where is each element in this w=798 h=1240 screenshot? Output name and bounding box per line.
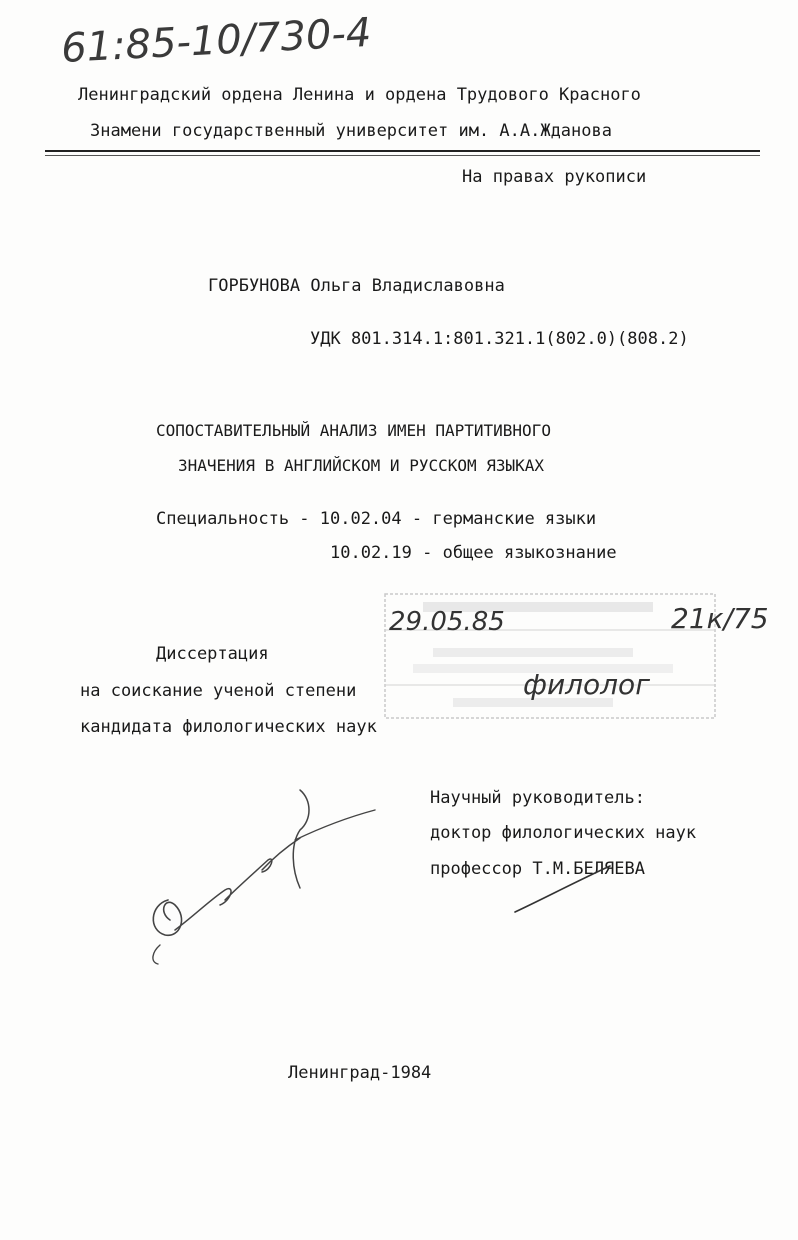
title-line-2: ЗНАЧЕНИЯ В АНГЛИЙСКОМ И РУССКОМ ЯЗЫКАХ bbox=[178, 456, 545, 475]
header-line-1: Ленинградский ордена Ленина и ордена Трудового Красного bbox=[78, 85, 641, 105]
stamp-number: 21к/75 bbox=[671, 602, 769, 635]
udk-code: УДК 801.314.1:801.321.1(802.0)(808.2) bbox=[310, 329, 689, 349]
supervisor-line-2: доктор филологических наук bbox=[430, 823, 697, 843]
author-name: ГОРБУНОВА Ольга Владиславовна bbox=[208, 276, 505, 296]
dissertation-line-1: Диссертация bbox=[156, 644, 269, 664]
supervisor-line-3: профессор Т.М.БЕЛЯЕВА bbox=[430, 859, 645, 879]
specialty-line-1: Специальность - 10.02.04 - германские языки bbox=[156, 509, 597, 529]
city-year: Ленинград-1984 bbox=[288, 1063, 432, 1083]
header-line-2: Знамени государственный университет им. А.А.Жданова bbox=[90, 121, 612, 141]
title-line-1: СОПОСТАВИТЕЛЬНЫЙ АНАЛИЗ ИМЕН ПАРТИТИВНОГО bbox=[156, 421, 551, 440]
supervisor-line-1: Научный руководитель: bbox=[430, 788, 645, 808]
handwritten-code-text: 61:85-10/730-4 bbox=[60, 9, 373, 72]
dissertation-line-2: на соискание ученой степени bbox=[80, 681, 357, 701]
manuscript-rights: На правах рукописи bbox=[462, 167, 647, 187]
specialty-line-2: 10.02.19 - общее языкознание bbox=[330, 543, 617, 563]
stamp-date: 29.05.85 bbox=[389, 607, 505, 637]
dissertation-line-3: кандидата филологических наук bbox=[80, 717, 377, 737]
stamp-word: филолог bbox=[523, 668, 650, 701]
